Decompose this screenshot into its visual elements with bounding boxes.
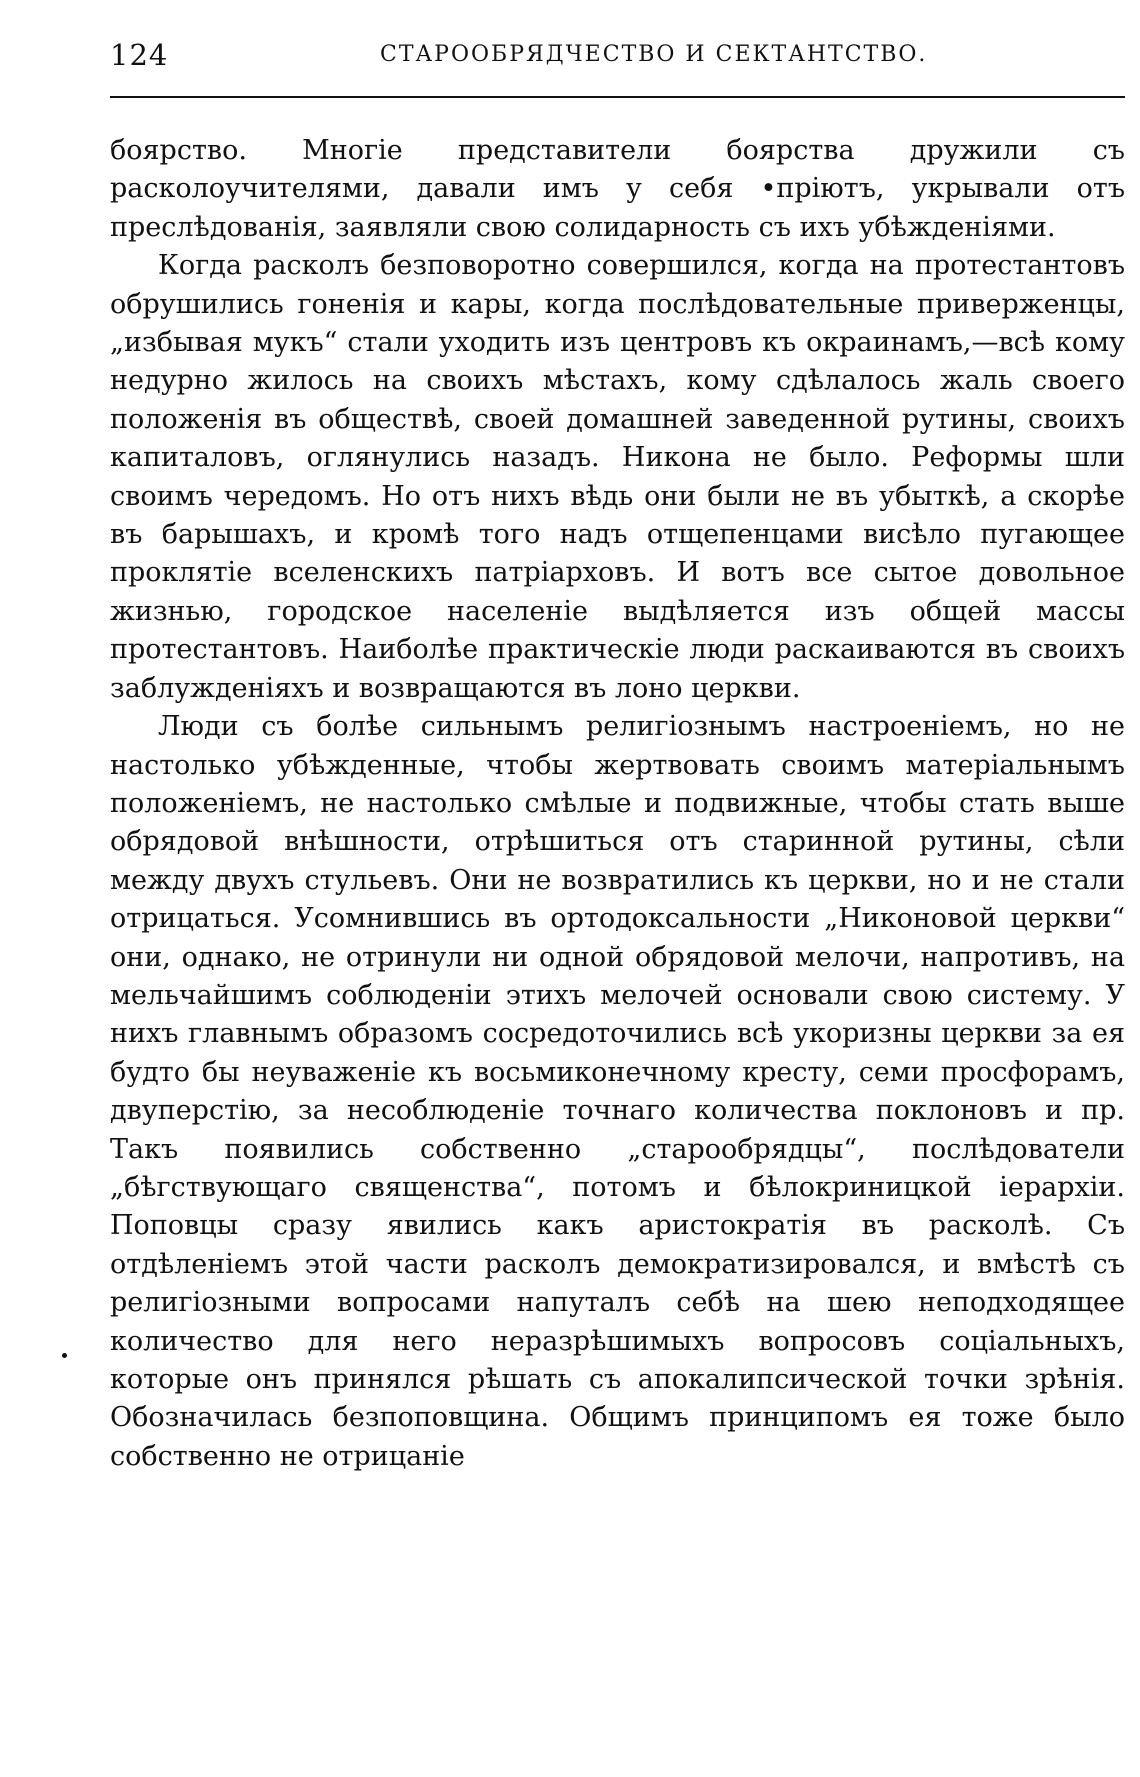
running-head: [110, 38, 1130, 78]
paragraph-schism-completed: Когда расколъ безповоротно совершился, когда на протестантовъ обрушились гоненія и кары, когда послѣдовательные приверженцы, „избывая мукъ“ стали уходить изъ центровъ къ окраинамъ,—всѣ кому недурно жилось на своихъ мѣстахъ, кому сдѣлалось жаль своего положенія въ обществѣ, своей домашней заведенной рутины, своихъ капиталовъ, оглянулись назадъ. Никона не было. Реформы шли своимъ чередомъ. Но отъ нихъ вѣдь они были не въ убыткѣ, а скорѣе въ барышахъ, и кромѣ того надъ отщепенцами висѣло пугающее проклятіе вселенскихъ патріарховъ. И вотъ все сытое довольное жизнью, городское населеніе выдѣляется изъ общей массы протестантовъ. Наиболѣе практическіе люди раскаиваются въ своихъ заблужденіяхъ и возвращаются въ лоно церкви.: [110, 250, 1125, 704]
body-text: [110, 132, 1125, 1476]
running-title: СТАРООБРЯДЧЕСТВО И СЕКТАНТСТВО.: [380, 42, 928, 67]
paragraph-old-believers: Люди съ болѣе сильнымъ религіознымъ настроеніемъ, но не настолько убѣжденные, чтобы жертвовать своимъ матеріальнымъ положеніемъ, не настолько смѣлые и подвижные, чтобы стать выше обрядовой внѣшности, отрѣшиться отъ старинной рутины, сѣли между двухъ стульевъ. Они не возвратились къ церкви, но и не стали отрицаться. Усомнившись въ ортодоксальности „Никоновой церкви“ они, однако, не отринули ни одной обрядовой мелочи, напротивъ, на мельчайшимъ соблюденіи этихъ мелочей основали свою систему. У нихъ главнымъ образомъ сосредоточились всѣ укоризны церкви за ея будто бы неуваженіе къ восьмиконечному кресту, семи просфорамъ, двуперстію, за несоблюденіе точнаго количества поклоновъ и пр. Такъ появились собственно „старообрядцы“, послѣдователи „бѣгствующаго священства“, потомъ и бѣлокриницкой іерархіи. Поповцы сразу явились какъ аристократія въ расколѣ. Съ отдѣленіемъ этой части расколъ демократизировался, и вмѣстѣ съ религіозными вопросами напуталъ себѣ на шею неподходящее количество для него неразрѣшимыхъ вопросовъ соціальныхъ, которые онъ принялся рѣшать съ апокалипсической точки зрѣнія. Обозначилась безпоповщина. Общимъ принципомъ ея тоже было собственно не отрицаніе: [110, 711, 1125, 1472]
header-rule: [110, 96, 1125, 98]
page-number: 124: [110, 38, 169, 72]
paragraph-continuation: боярство. Многіе представители боярства дружили съ расколоучителями, давали имъ у себя •пріютъ, укрывали отъ преслѣдованія, заявляли свою солидарность съ ихъ убѣжденіями.: [110, 135, 1125, 243]
margin-mark: [62, 1353, 67, 1358]
